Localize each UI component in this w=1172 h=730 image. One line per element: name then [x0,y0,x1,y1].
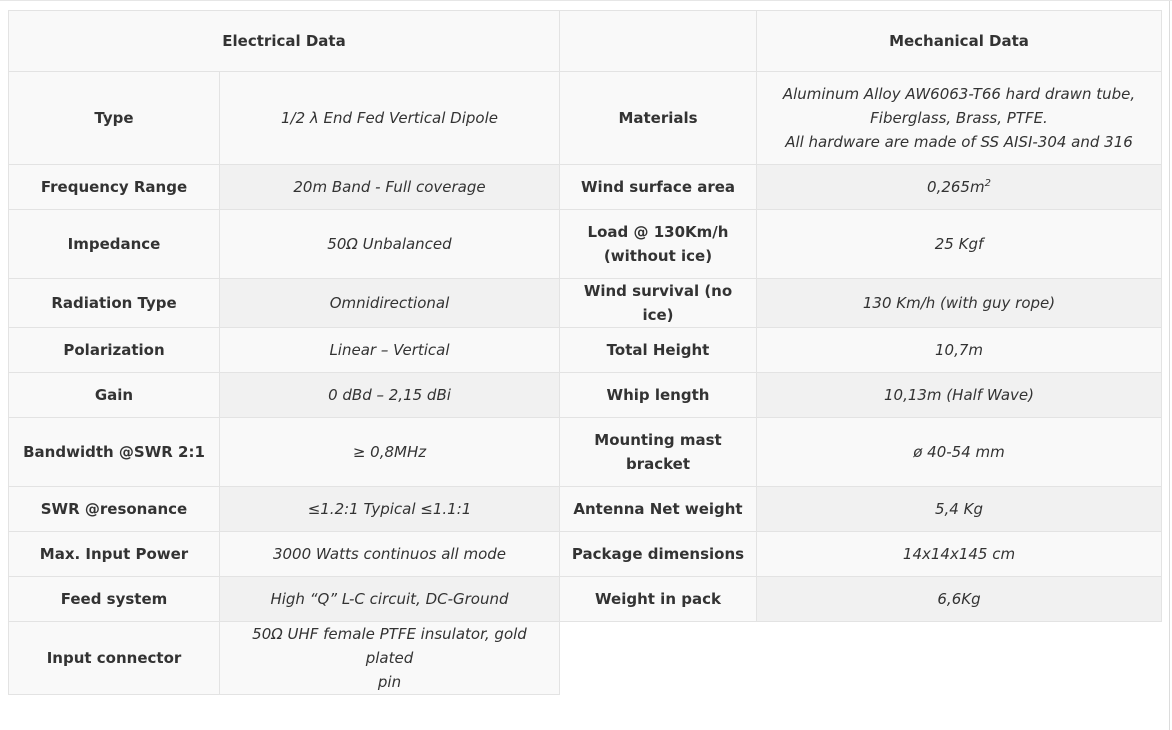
total-height-value: 10,7m [757,328,1162,373]
net-weight-value: 5,4 Kg [757,487,1162,532]
materials-value [757,72,1162,165]
mechanical-data-header: Mechanical Data [757,11,1162,72]
bandwidth-label: Bandwidth @SWR 2:1 [9,418,220,487]
materials-line-3: All hardware are made of SS AISI-304 and 316 [785,133,1133,151]
page-scroll-edge [1169,1,1170,730]
max-input-power-label: Max. Input Power [9,532,220,577]
gain-value: 0 dBd – 2,15 dBi [220,373,560,418]
table-row [9,328,1162,373]
wind-surface-area-number: 0,265m [927,178,985,196]
impedance-label: Impedance [9,210,220,279]
header-row [9,11,1162,72]
load-label-line-1: Load @ 130Km/h [587,223,729,241]
load-label-line-2: (without ice) [603,247,713,265]
frequency-range-label: Frequency Range [9,165,220,210]
total-height-label: Total Height [560,328,757,373]
materials-label: Materials [560,72,757,165]
input-connector-value [220,622,560,695]
weight-in-pack-value: 6,6Kg [757,577,1162,622]
input-connector-line-2: pin [377,673,402,691]
mounting-bracket-label-line-2: bracket [625,455,691,473]
materials-line-1: Aluminum Alloy AW6063-T66 hard drawn tube, [782,85,1136,103]
frequency-range-value: 20m Band - Full coverage [220,165,560,210]
load-label [560,210,757,279]
table-row [9,418,1162,487]
wind-survival-label: Wind survival (no ice) [560,279,757,328]
feed-system-label: Feed system [9,577,220,622]
mounting-bracket-label [560,418,757,487]
table-row [9,210,1162,279]
whip-length-value: 10,13m (Half Wave) [757,373,1162,418]
table-row [9,532,1162,577]
feed-system-value: High “Q” L-C circuit, DC-Ground [220,577,560,622]
wind-surface-area-value [757,165,1162,210]
electrical-data-header: Electrical Data [9,11,560,72]
wind-surface-area-exponent: 2 [984,178,991,189]
radiation-type-value: Omnidirectional [220,279,560,328]
swr-resonance-value: ≤1.2:1 Typical ≤1.1:1 [220,487,560,532]
impedance-value: 50Ω Unbalanced [220,210,560,279]
input-connector-line-1: 50Ω UHF female PTFE insulator, gold plated [252,625,527,667]
table-row [9,72,1162,165]
mounting-bracket-value: ø 40-54 mm [757,418,1162,487]
table-row [9,279,1162,328]
materials-line-2: Fiberglass, Brass, PTFE. [870,109,1048,127]
whip-length-label: Whip length [560,373,757,418]
polarization-label: Polarization [9,328,220,373]
package-dimensions-value: 14x14x145 cm [757,532,1162,577]
mounting-bracket-label-line-1: Mounting mast [594,431,722,449]
type-label: Type [9,72,220,165]
table-row [9,577,1162,622]
weight-in-pack-label: Weight in pack [560,577,757,622]
blank-header [560,11,757,72]
max-input-power-value: 3000 Watts continuos all mode [220,532,560,577]
empty-cell [560,622,1162,695]
wind-surface-area-label: Wind surface area [560,165,757,210]
bandwidth-value: ≥ 0,8MHz [220,418,560,487]
net-weight-label: Antenna Net weight [560,487,757,532]
wind-survival-value: 130 Km/h (with guy rope) [757,279,1162,328]
swr-resonance-label: SWR @resonance [9,487,220,532]
gain-label: Gain [9,373,220,418]
polarization-value: Linear – Vertical [220,328,560,373]
table-row [9,487,1162,532]
table-row [9,373,1162,418]
load-value: 25 Kgf [757,210,1162,279]
type-value: 1/2 λ End Fed Vertical Dipole [220,72,560,165]
table-row [9,165,1162,210]
radiation-type-label: Radiation Type [9,279,220,328]
table-row [9,622,1162,695]
package-dimensions-label: Package dimensions [560,532,757,577]
specifications-table [8,10,1162,695]
input-connector-label: Input connector [9,622,220,695]
